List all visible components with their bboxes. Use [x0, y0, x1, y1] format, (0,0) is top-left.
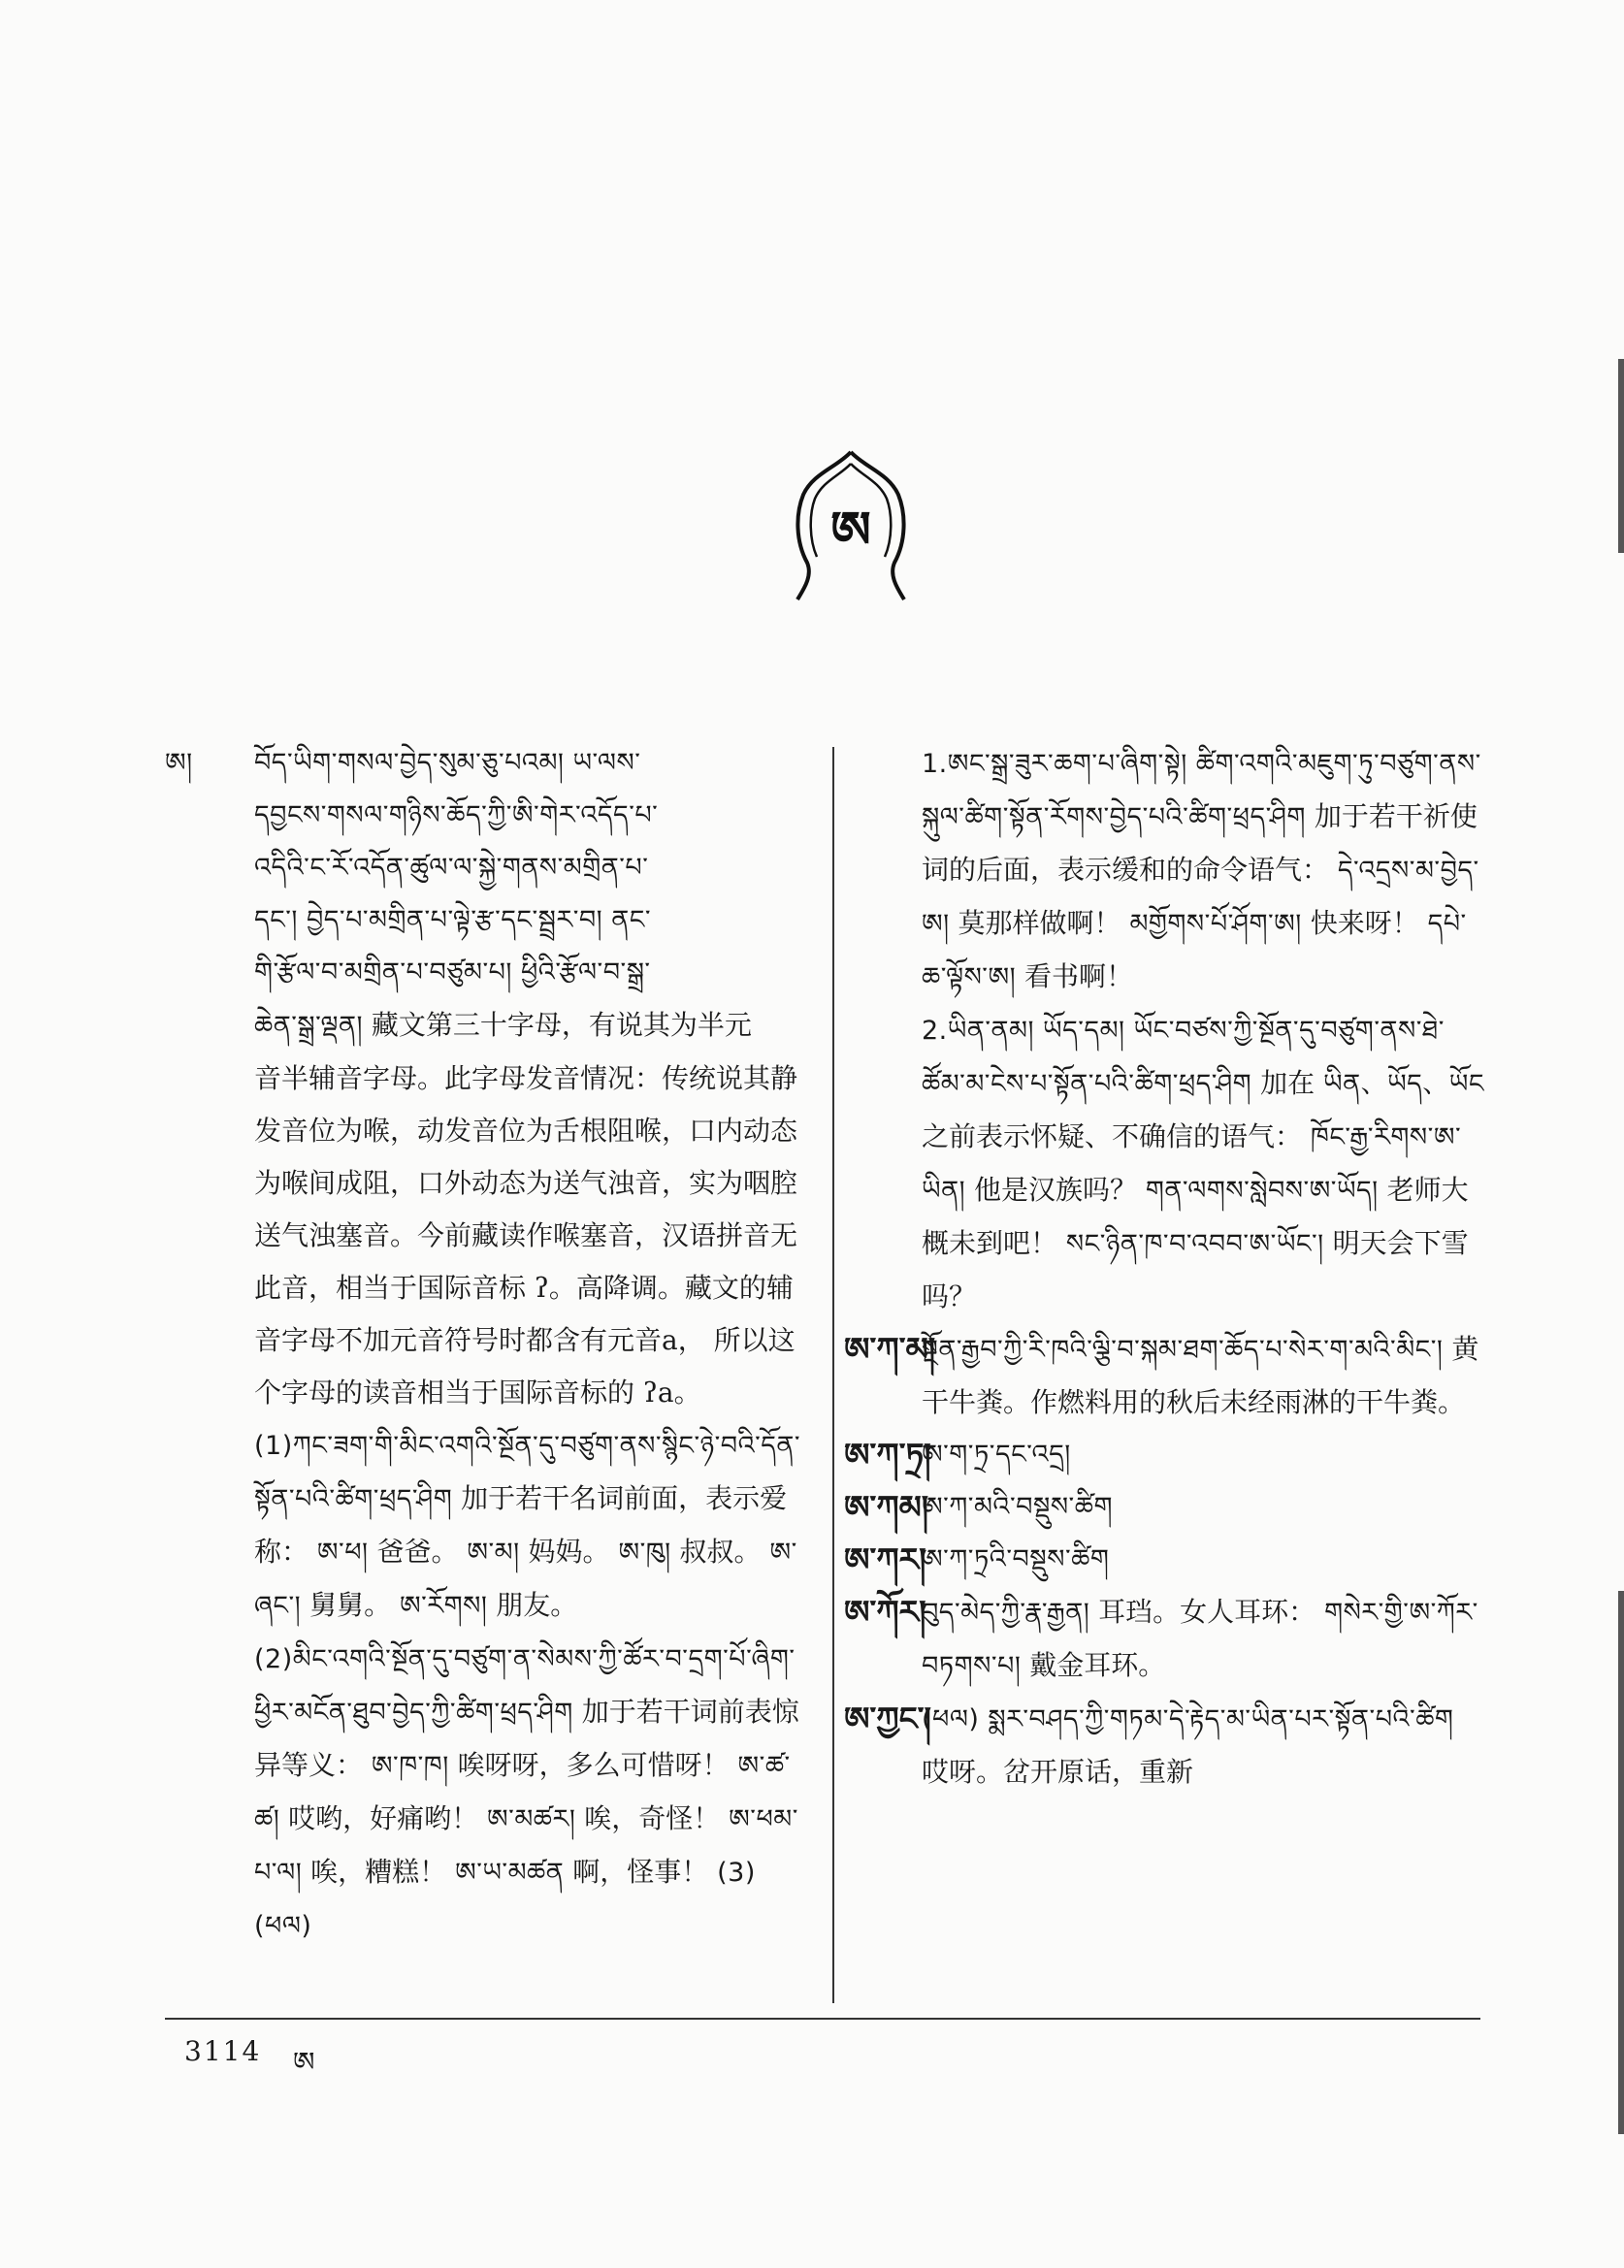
example-khu: ཨ་ཁུ།: [618, 1538, 671, 1568]
main-def-zh-1: 藏文第三十字母，有说其为半元: [371, 1009, 752, 1041]
r1-tib: 1.ཨང་སྒྲ་ཟུར་ཆག་པ་ཞིག་སྟེ། ཚིག་འགའི་མཇུག་ཏུ་བཙུག་ནས་སྐུལ་ཚིག་སྟོན་རོགས་བྱེད་པའི་ཚིག་ཕྲད་ཤིག: [922, 749, 1481, 832]
main-headword: ཨ།: [165, 748, 193, 778]
entry-example: གསེར་གྱི་ཨ་ཀོར་བཏགས་པ།: [922, 1598, 1478, 1681]
scan-edge-mark: [1618, 1591, 1624, 2134]
entry-headword: ཨ་ཀ་ཏྲ།: [844, 1436, 931, 1474]
entry-definition-zh: 黄干牛粪。作燃料用的秋后未经雨淋的干牛粪。: [922, 1333, 1479, 1418]
entry-headword: ཨ་ཀར།: [844, 1540, 926, 1578]
entry-example-zh: 戴金耳环。: [1029, 1649, 1166, 1681]
r2-example-2-zh: 老师大概未到吧！: [922, 1174, 1469, 1259]
example-khu-zh: 叔叔。: [679, 1536, 762, 1568]
entry-a-kyang: [844, 1693, 1484, 1798]
r1-example-3: དཔེ་ཆ་ལྟོས་ཨ།: [922, 909, 1467, 992]
sense3-label: (3)(ཕལ): [254, 1858, 756, 1941]
example-ya: ཨ་ཡ་མཚན: [455, 1858, 565, 1888]
main-def-zh-2: 音半辅音字母。此字母发音情况：传统说其静: [254, 1062, 798, 1094]
main-def-zh-5: 送气浊塞音。今前藏读作喉塞音，汉语拼音无: [254, 1219, 798, 1251]
example-mtshar: ཨ་མཚར།: [487, 1804, 576, 1834]
r2-example-1-zh: 他是汉族吗？: [973, 1174, 1137, 1206]
sense2-zh: 加于若干词前表惊异等义：: [254, 1696, 799, 1781]
main-def-zh-8: 个字母的读音相当于国际音标的 ʔa。: [254, 1377, 701, 1409]
entry-a-kam: [844, 1481, 1484, 1534]
entry-definition-tib: སྨར་བཤད་ཀྱི་གཏམ་དེ་རྟེད་མ་ཡིན་པར་སྟོན་པའི་ཚིག: [988, 1704, 1454, 1734]
entry-a-kar: [844, 1534, 1484, 1586]
main-def-line-4: དང་། བྱེད་པ་མགྲིན་པ་ལྟེ་རྩ་དང་སྦྲར་བ། ནང་: [254, 905, 652, 935]
r1-example-2-zh: 快来呀！: [1310, 907, 1419, 939]
r2-tib: 2.ཡིན་ནམ། ཡོད་དམ། ཡོང་བཙས་ཀྱི་སྔོན་དུ་བཙུག་ནས་ཐེ་ཚོམ་མ་ངེས་པ་སྟོན་པའི་ཚིག་ཕྲད་ཤིག: [922, 1016, 1445, 1099]
running-head: ཨ: [293, 2046, 315, 2078]
r2-example-3: སང་ཉིན་ཁ་བ་འབབ་ཨ་ཡོང་།: [1065, 1229, 1324, 1259]
r1-example-1-zh: 莫那样做啊！: [958, 907, 1121, 939]
example-zhang: ཨ་ཞང་།: [254, 1538, 797, 1621]
entry-definition-tib: ཨ་ཀ་ཏྲའི་བསྡུས་ཚིག: [922, 1544, 1110, 1574]
main-def-zh-6: 此音，相当于国际音标 ʔ。高降调。藏文的辅: [254, 1272, 794, 1304]
example-kha-zh: 唉呀呀，多么可惜呀！: [457, 1749, 730, 1781]
main-def-zh-3: 发音位为喉，动发音位为舌根阻喉，口内动态: [254, 1115, 798, 1147]
right-column: [844, 737, 1484, 1798]
main-def-line-1: བོད་ཡིག་གསལ་བྱེད་སུམ་ཅུ་པའམ། ཡ་ལས་: [254, 748, 641, 778]
main-def-line-6: ཆེན་སྒྲ་ལྡན།: [254, 1011, 363, 1041]
main-def-zh-4: 为喉间成阻，口外动态为送气浊音，实为咽腔: [254, 1167, 798, 1199]
r1-zh: 加于若干祈使词的后面，表示缓和的命令语气：: [922, 800, 1478, 886]
main-def-line-5: གི་རྩོལ་བ་མགྲིན་པ་བཙུམ་པ། ཕྱིའི་རྩོལ་བ་སྒྲ་: [254, 957, 651, 988]
r1-example-3-zh: 看书啊！: [1024, 960, 1134, 992]
example-ya-zh: 啊，怪事！: [572, 1856, 709, 1888]
r2-zh-b: 之前表示怀疑、不确信的语气：: [922, 1120, 1303, 1152]
entry-a-kor: [844, 1586, 1484, 1693]
sense1-zh: 加于若干名词前面，表示爱称：: [254, 1482, 788, 1568]
example-kha: ཨ་ཁ་ཁ།: [371, 1751, 449, 1781]
example-zhang-zh: 舅舅。: [309, 1589, 392, 1621]
example-rog: ཨ་རོགས།: [399, 1591, 488, 1621]
example-pa-zh: 爸爸。: [376, 1536, 459, 1568]
main-def-line-3: འདིའི་ང་རོ་འདོན་ཚུལ་ལ་སྐྱེ་གནས་མགྲིན་པ་: [254, 853, 649, 883]
entry-definition-tib: བུད་མེད་ཀྱི་རྣ་རྒྱན།: [922, 1598, 1090, 1628]
left-column: [254, 737, 803, 1953]
example-pham: ཨ་ཕམ་པ་ལ།: [254, 1804, 798, 1888]
entry-a-ka-ma: [844, 1323, 1484, 1429]
entry-definition-tib: སྔོན་རྒྱབ་ཀྱི་རི་ཁའི་ལྕི་བ་སྐམ་ཐག་ཆོད་པ་སེར་ག་མའི་མིང་།: [922, 1335, 1444, 1365]
page-number: 3114: [184, 2035, 262, 2067]
example-mtshar-zh: 唉，奇怪！: [584, 1802, 721, 1834]
entry-headword: ཨ་ཀོར།: [844, 1593, 926, 1631]
entry-headword: ཨ་ཀམ།: [844, 1488, 929, 1526]
entry-label: (ཕལ): [922, 1704, 980, 1734]
example-ma-zh: 妈妈。: [528, 1536, 610, 1568]
entry-a-ka-tra: [844, 1429, 1484, 1481]
r1-example-2: མགྱོགས་པོ་ཤོག་ཨ།: [1129, 909, 1302, 939]
r2-example-2: གན་ལགས་སླེབས་ཨ་ཡོད།: [1145, 1176, 1379, 1206]
example-ma: ཨ་མ།: [467, 1538, 520, 1568]
example-tsha-zh: 哎哟，好痛哟！: [288, 1802, 479, 1834]
example-tsha: ཨ་ཚ་ཚ།: [254, 1751, 791, 1834]
r2-zh: 加在: [1260, 1067, 1315, 1099]
r2-example-3-zh: 明天会下雪吗？: [922, 1227, 1469, 1312]
footer-rule: [165, 2018, 1480, 2020]
sense2-tib: (2)མིང་འགའི་སྔོན་དུ་བཙུག་ན་སེམས་ཀྱི་ཚོར་བ་དྲག་པོ་ཞིག་ཕྱིར་མངོན་ཐུབ་བྱེད་ཀྱི་ཚིག་ཕྲད་ཤིག: [254, 1644, 796, 1728]
sense1-tib: (1)ཀང་ཟག་གི་མིང་འགའི་སྔོན་དུ་བཙུག་ནས་སྙིང་ཉེ་བའི་དོན་སྟོན་པའི་ཚིག་ཕྲད་ཤིག: [254, 1431, 801, 1514]
lotus-arch-icon: [794, 448, 908, 603]
main-def-zh-7: 音字母不加元音符号时都含有元音a， 所以这: [254, 1324, 796, 1356]
entry-headword: ཨ་ཀ་མ།: [844, 1330, 936, 1368]
entry-headword: ཨ་ཀྱང་།: [844, 1700, 931, 1737]
entry-definition-tib: ཨ་ག་ཏྲ་དང་འདྲ།: [922, 1440, 1071, 1470]
main-def-line-2: དབྱངས་གསལ་གཉིས་ཆོད་ཀྱི་ཨི་གེར་འདོད་པ་: [254, 800, 659, 830]
entry-definition-zh: 耳珰。女人耳环：: [1098, 1596, 1316, 1628]
r1-example-1: དེ་འདྲས་མ་བྱེད་ཨ།: [922, 856, 1479, 939]
example-pa: ཨ་ཕ།: [316, 1538, 369, 1568]
example-rog-zh: 朋友。: [496, 1589, 578, 1621]
example-pham-zh: 唉，糟糕！: [310, 1856, 447, 1888]
column-divider: [832, 747, 834, 2003]
r2-words: ཡིན、ཡོད、ཡོང: [1323, 1069, 1484, 1099]
r2-example-1: ཁོང་རྒྱ་རིགས་ཨ་ཡིན།: [922, 1122, 1462, 1206]
scan-edge-mark: [1618, 359, 1624, 553]
entry-definition-tib: ཨ་ཀ་མའི་བསྡུས་ཚིག: [922, 1492, 1113, 1522]
emblem-letter: ཨ: [830, 502, 871, 560]
entry-definition-zh: 哎呀。岔开原话，重新: [922, 1756, 1194, 1788]
